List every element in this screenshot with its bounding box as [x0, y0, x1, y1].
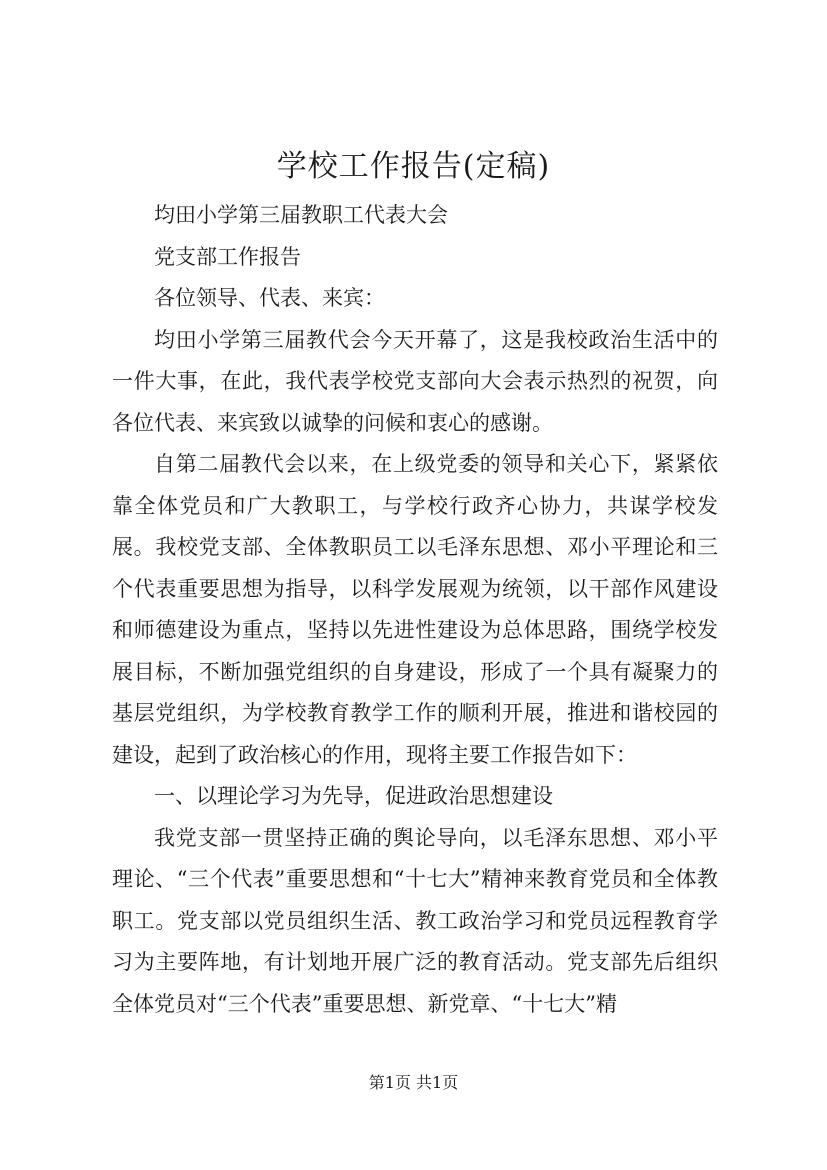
meeting-name-line: 均田小学第三届教职工代表大会 [154, 203, 448, 227]
salutation-line: 各位领导、代表、来宾： [154, 286, 385, 310]
report-subtitle-line: 党支部工作报告 [154, 244, 301, 269]
section-heading: 一、以理论学习为先导，促进政治思想建设 [154, 784, 553, 808]
document-body [112, 195, 718, 1025]
body-paragraph: 我党支部一贯坚持正确的舆论导向，以毛泽东思想、邓小平理论、“三个代表”重要思想和“十七大”精神来教育党员和全体教职工。党支部以党员组织生活、教工政治学习和党员远程教育学习为主要阵地，有计划地开展广泛的教育活动。党支部先后组织全体党员对“三个代表”重要思想、新党章、“十七大”精 [112, 825, 718, 1016]
document-title: 学校工作报告(定稿) [276, 149, 551, 184]
page-number-footer: 第1页 共1页 [368, 1073, 459, 1092]
body-paragraph: 自第二届教代会以来，在上级党委的领导和关心下，紧紧依靠全体党员和广大教职工，与学校行政齐心协力，共谋学校发展。我校党支部、全体教职员工以毛泽东思想、邓小平理论和三个代表重要思想为指导，以科学发展观为统领，以干部作风建设和师德建设为重点，坚持以先进性建设为总体思路，围绕学校发展目标，不断加强党组织的自身建设，形成了一个具有凝聚力的基层党组织，为学校教育教学工作的顺利开展，推进和谐校园的建设，起到了政治核心的作用，现将主要工作报告如下： [112, 452, 718, 767]
body-paragraph: 均田小学第三届教代会今天开幕了，这是我校政治生活中的一件大事，在此，我代表学校党支部向大会表示热烈的祝贺，向各位代表、来宾致以诚挚的问候和衷心的感谢。 [112, 327, 718, 435]
